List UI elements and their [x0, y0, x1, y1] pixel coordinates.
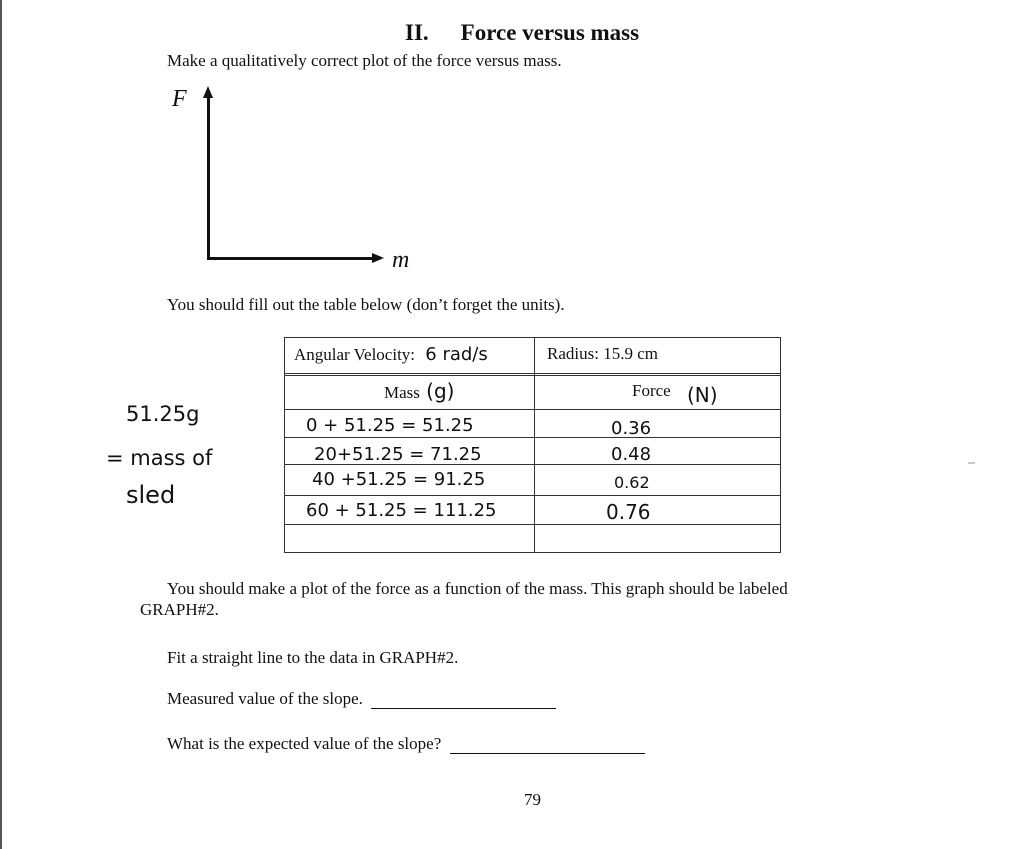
- page-number: 79: [524, 790, 541, 809]
- table-rule: [284, 409, 781, 410]
- measured-slope-row: [167, 689, 556, 709]
- x-axis-line: [207, 257, 373, 260]
- mass-header-cell: [384, 379, 454, 403]
- section-title: Force versus mass: [460, 20, 640, 45]
- angular-velocity-value: 6 rad/s: [425, 344, 488, 365]
- section-heading: [405, 20, 639, 46]
- side-note-line-3: sled: [126, 481, 176, 509]
- graph-instruction-line-1: You should make a plot of the force as a function of the mass. This graph should be labeled: [167, 579, 788, 598]
- table-rule: [284, 373, 781, 374]
- angular-velocity-cell: [294, 344, 488, 365]
- x-axis-label: m: [392, 247, 410, 273]
- graph-instruction-line-2: GRAPH#2.: [140, 600, 219, 619]
- table-instruction: You should fill out the table below (don’t forget the units).: [167, 295, 565, 314]
- mass-cell: 20+51.25 = 71.25: [314, 444, 482, 465]
- force-header: Force: [632, 381, 671, 400]
- force-cell: 0.48: [611, 444, 652, 465]
- section-number: II.: [405, 20, 429, 45]
- mass-cell: 0 + 51.25 = 51.25: [306, 415, 474, 436]
- table-rule: [284, 495, 781, 496]
- y-axis-label: F: [172, 86, 187, 112]
- side-note-line-2: = mass of: [106, 446, 213, 470]
- radius-cell: Radius: 15.9 cm: [547, 344, 658, 363]
- expected-slope-blank[interactable]: [450, 752, 645, 754]
- measured-slope-label: Measured value of the slope.: [167, 689, 363, 708]
- scan-mark: [968, 462, 975, 464]
- data-table: [284, 337, 781, 553]
- table-column-divider: [534, 337, 535, 553]
- measured-slope-blank[interactable]: [371, 707, 556, 709]
- force-header-cell: [632, 377, 718, 407]
- plot-instruction: Make a qualitatively correct plot of the force versus mass.: [167, 51, 562, 70]
- force-cell: 0.76: [606, 500, 651, 524]
- expected-slope-row: [167, 734, 645, 754]
- expected-slope-label: What is the expected value of the slope?: [167, 734, 442, 753]
- x-axis-arrowhead: [372, 253, 384, 263]
- force-cell: 0.36: [611, 418, 652, 439]
- page-left-edge: [0, 0, 2, 849]
- fit-instruction: Fit a straight line to the data in GRAPH#2.: [167, 648, 459, 667]
- table-rule: [284, 375, 781, 376]
- table-rule: [284, 437, 781, 438]
- angular-velocity-label: Angular Velocity:: [294, 345, 416, 364]
- side-note-line-1: 51.25g: [126, 402, 200, 426]
- mass-cell: 40 +51.25 = 91.25: [312, 469, 486, 490]
- mass-unit: (g): [426, 379, 455, 403]
- mass-header: Mass: [384, 383, 420, 402]
- y-axis-line: [207, 96, 210, 260]
- table-rule: [284, 524, 781, 525]
- force-unit: (N): [686, 383, 718, 407]
- force-cell: 0.62: [614, 473, 650, 492]
- mass-cell: 60 + 51.25 = 111.25: [306, 500, 497, 521]
